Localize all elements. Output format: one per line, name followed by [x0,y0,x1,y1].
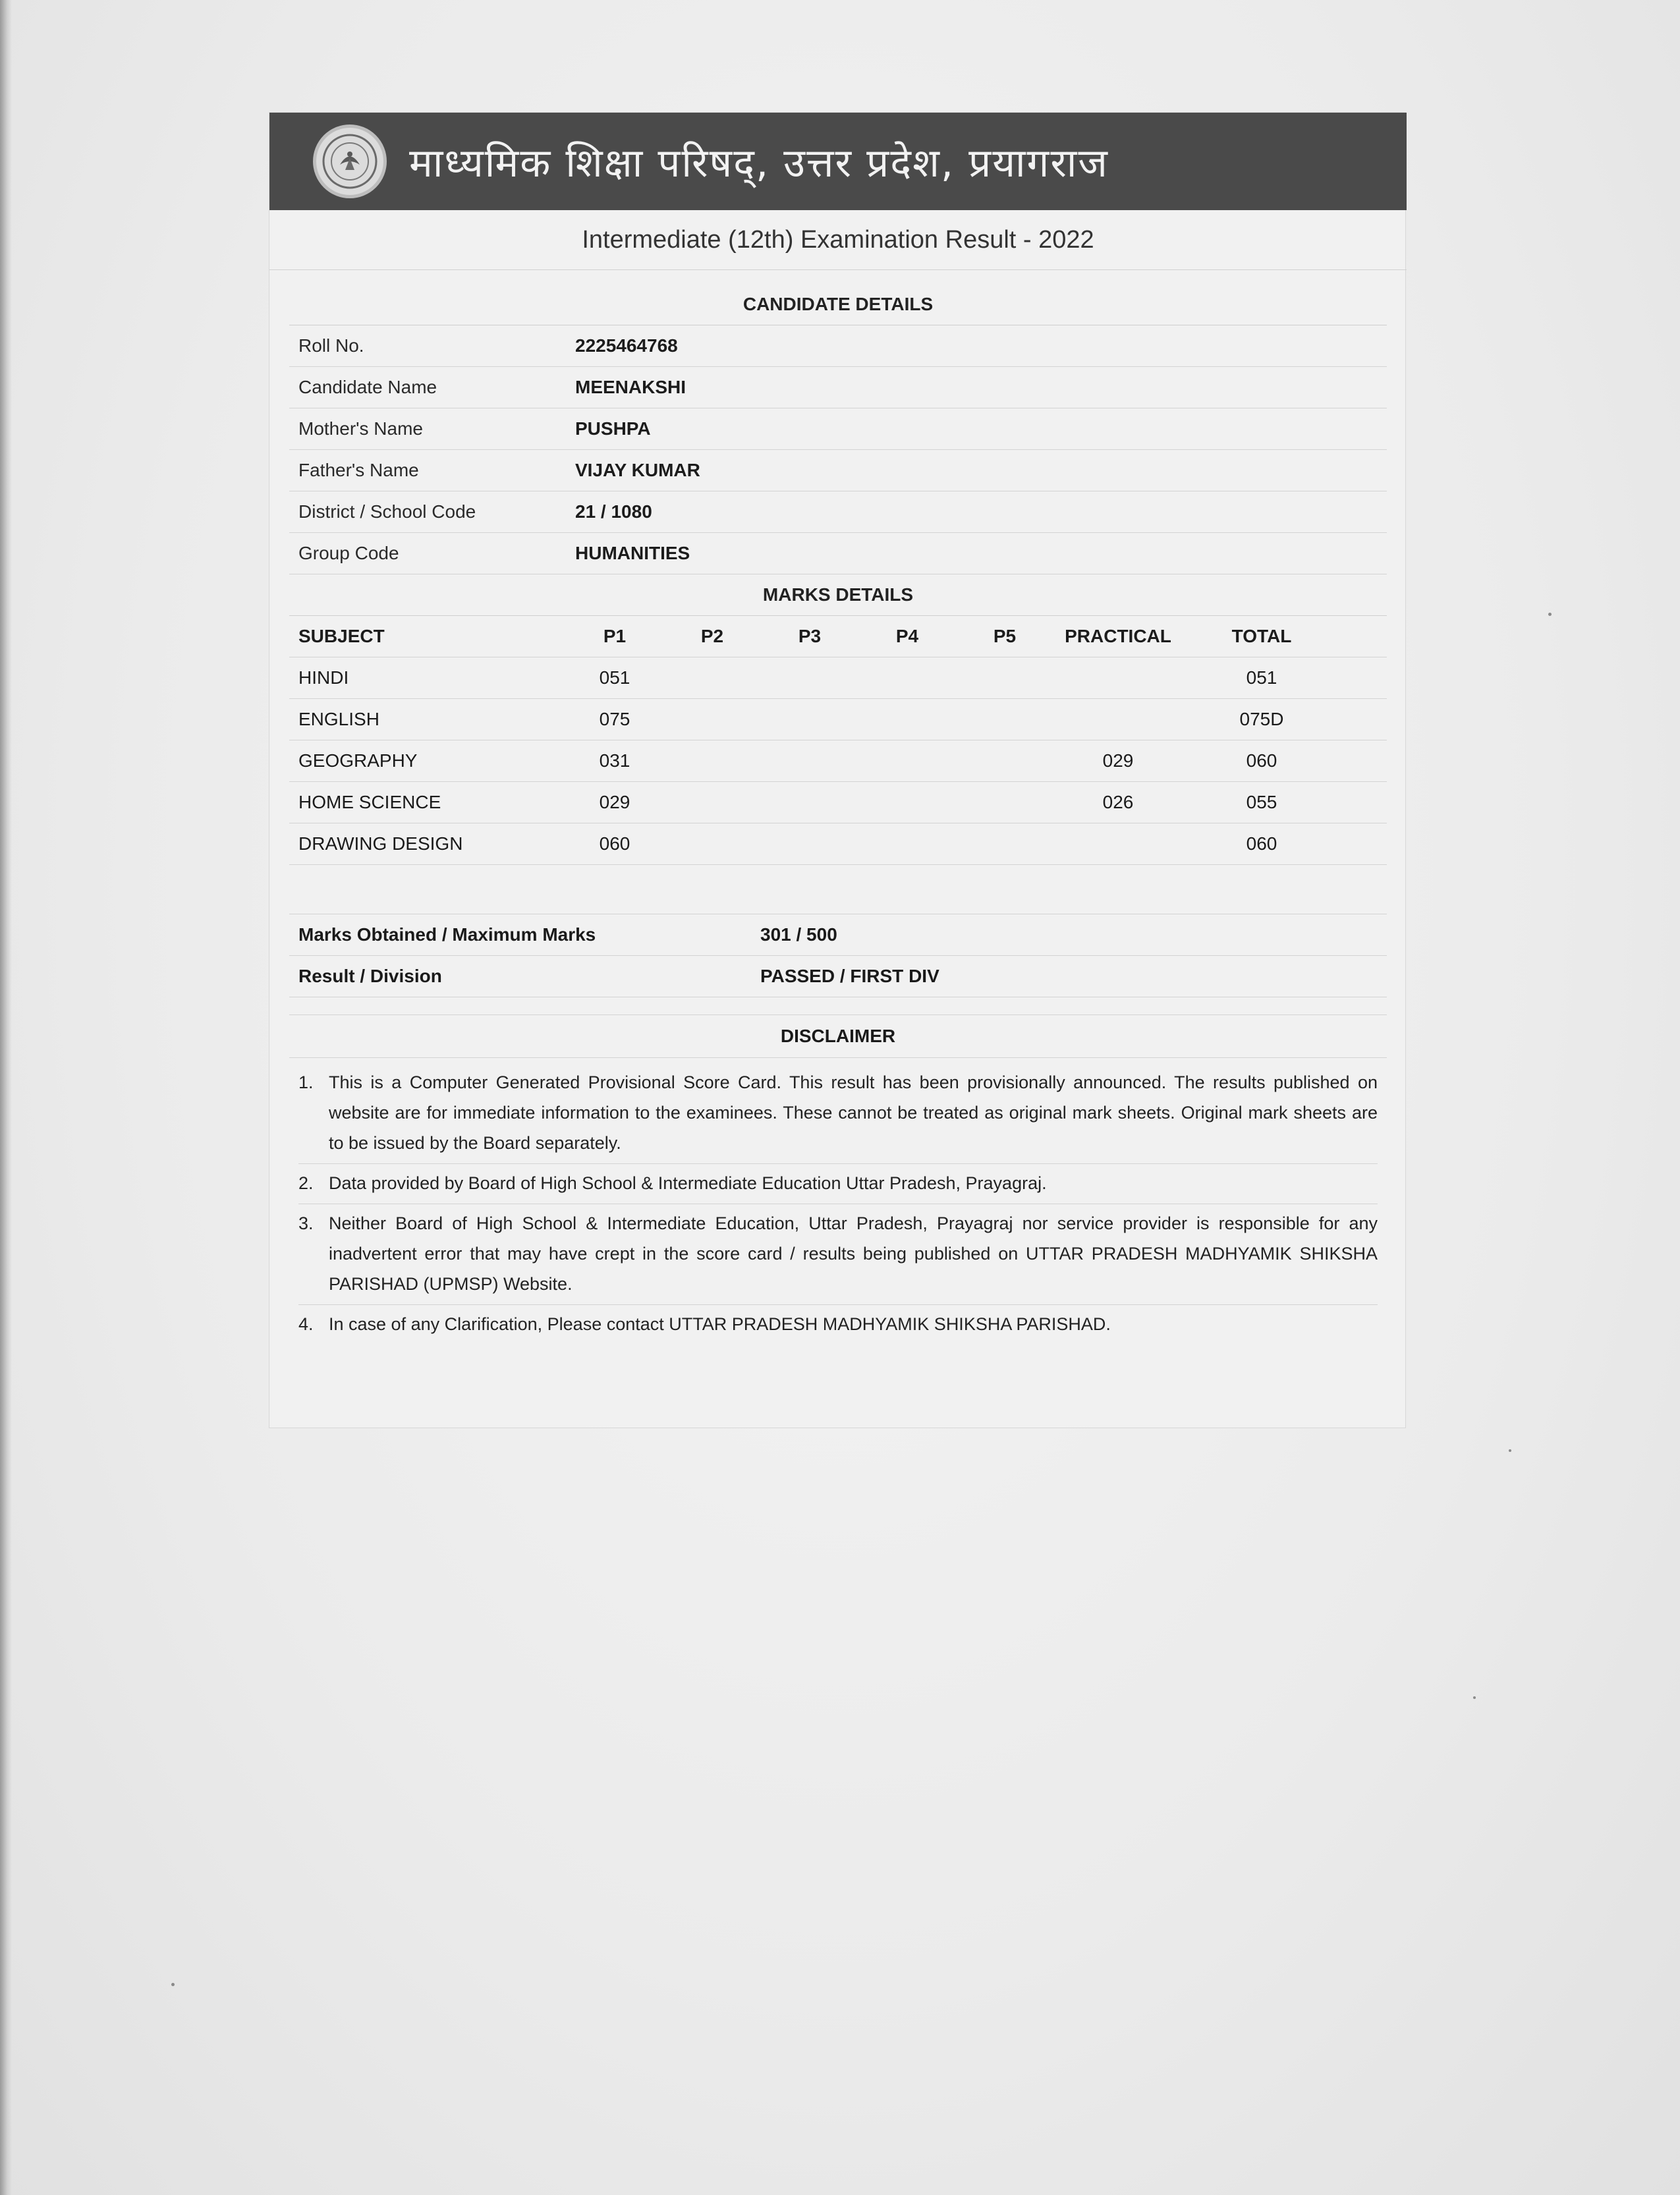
disclaimer-list [289,1058,1387,1345]
marks-header-row [289,616,1387,657]
table-row [289,657,1387,699]
total-cell: 060 [1246,750,1277,771]
list-item [298,1063,1378,1164]
table-spacer [289,865,1387,914]
result-body [289,284,1387,1345]
field-label: Father's Name [298,460,419,480]
scan-speck [1473,1696,1476,1699]
total-cell: 075D [1239,709,1284,729]
list-item [298,1204,1378,1305]
p1-cell: 051 [599,667,630,688]
board-header [269,113,1407,210]
total-cell: 051 [1246,667,1277,688]
candidate-name-row [289,367,1387,408]
field-value: 21 / 1080 [575,501,652,522]
mother-name-row [289,408,1387,450]
field-value: MEENAKSHI [575,377,686,397]
field-label: District / School Code [298,501,476,522]
subject-cell: GEOGRAPHY [298,750,418,771]
p1-cell: 060 [599,833,630,854]
table-row [289,740,1387,782]
district-school-code-row [289,491,1387,533]
scan-speck [1548,613,1552,616]
summary-label: Result / Division [298,966,442,986]
scan-edge-shadow [0,0,12,2195]
list-item [298,1164,1378,1204]
subject-cell: ENGLISH [298,709,379,729]
p1-cell: 029 [599,792,630,812]
col-header-p5: P5 [993,626,1017,646]
item-text: In case of any Clarification, Please contact UTTAR PRADESH MADHYAMIK SHIKSHA PARISHAD. [329,1314,1111,1334]
field-label: Group Code [298,543,399,563]
field-value: PUSHPA [575,418,651,439]
field-value: 2225464768 [575,335,678,356]
group-code-row [289,533,1387,574]
item-number: 3. [298,1213,314,1233]
item-text: Neither Board of High School & Intermediate Education, Uttar Pradesh, Prayagraj nor service provider is responsible for any inadvertent error that may have crept in the score card / results being published on UTTAR PRADESH MADHYAMIK SHIKSHA PARISHAD (UPMSP) Website. [329,1213,1378,1294]
p1-cell: 075 [599,709,630,729]
summary-value: PASSED / FIRST DIV [760,966,939,986]
field-label: Candidate Name [298,377,437,397]
candidate-details-title: CANDIDATE DETAILS [289,284,1387,325]
col-header-p3: P3 [798,626,822,646]
father-name-row [289,450,1387,491]
summary-value: 301 / 500 [760,924,837,945]
col-header-p1: P1 [603,626,627,646]
result-card [269,112,1406,1428]
col-header-subject: SUBJECT [298,626,385,646]
marks-obtained-row [289,914,1387,956]
col-header-p4: P4 [895,626,919,646]
practical-cell: 029 [1102,750,1134,771]
p1-cell: 031 [599,750,630,771]
list-item [298,1305,1378,1345]
col-header-total: TOTAL [1231,626,1292,646]
practical-cell: 026 [1102,792,1134,812]
summary-label: Marks Obtained / Maximum Marks [298,924,596,945]
table-row [289,823,1387,865]
total-cell: 060 [1246,833,1277,854]
scan-speck [1509,1449,1511,1452]
item-text: This is a Computer Generated Provisional Score Card. This result has been provisionally announced. The results published on website are for immediate information to the examinees. These cannot be treated as original mark sheets. Original mark sheets are to be issued by the Board separately. [329,1072,1378,1153]
subject-cell: HOME SCIENCE [298,792,441,812]
disclaimer-title: DISCLAIMER [289,1014,1387,1058]
result-division-row [289,956,1387,997]
field-label: Mother's Name [298,418,423,439]
field-value: HUMANITIES [575,543,690,563]
exam-title: Intermediate (12th) Examination Result - 2022 [269,210,1407,270]
field-label: Roll No. [298,335,364,356]
up-state-emblem-icon [313,125,387,198]
board-name-hindi: माध्यमिक शिक्षा परिषद्, उत्तर प्रदेश, प्रयागराज [409,140,1109,186]
col-header-p2: P2 [700,626,724,646]
table-row [289,782,1387,823]
roll-no-row [289,325,1387,367]
scan-speck [171,1983,175,1986]
field-value: VIJAY KUMAR [575,460,700,480]
subject-cell: DRAWING DESIGN [298,833,463,854]
item-number: 1. [298,1072,314,1092]
item-number: 2. [298,1173,314,1193]
item-number: 4. [298,1314,314,1334]
total-cell: 055 [1246,792,1277,812]
marks-details-title: MARKS DETAILS [289,574,1387,616]
col-header-practical: PRACTICAL [1065,626,1171,646]
item-text: Data provided by Board of High School & Intermediate Education Uttar Pradesh, Prayagraj. [329,1173,1047,1193]
table-row [289,699,1387,740]
subject-cell: HINDI [298,667,349,688]
